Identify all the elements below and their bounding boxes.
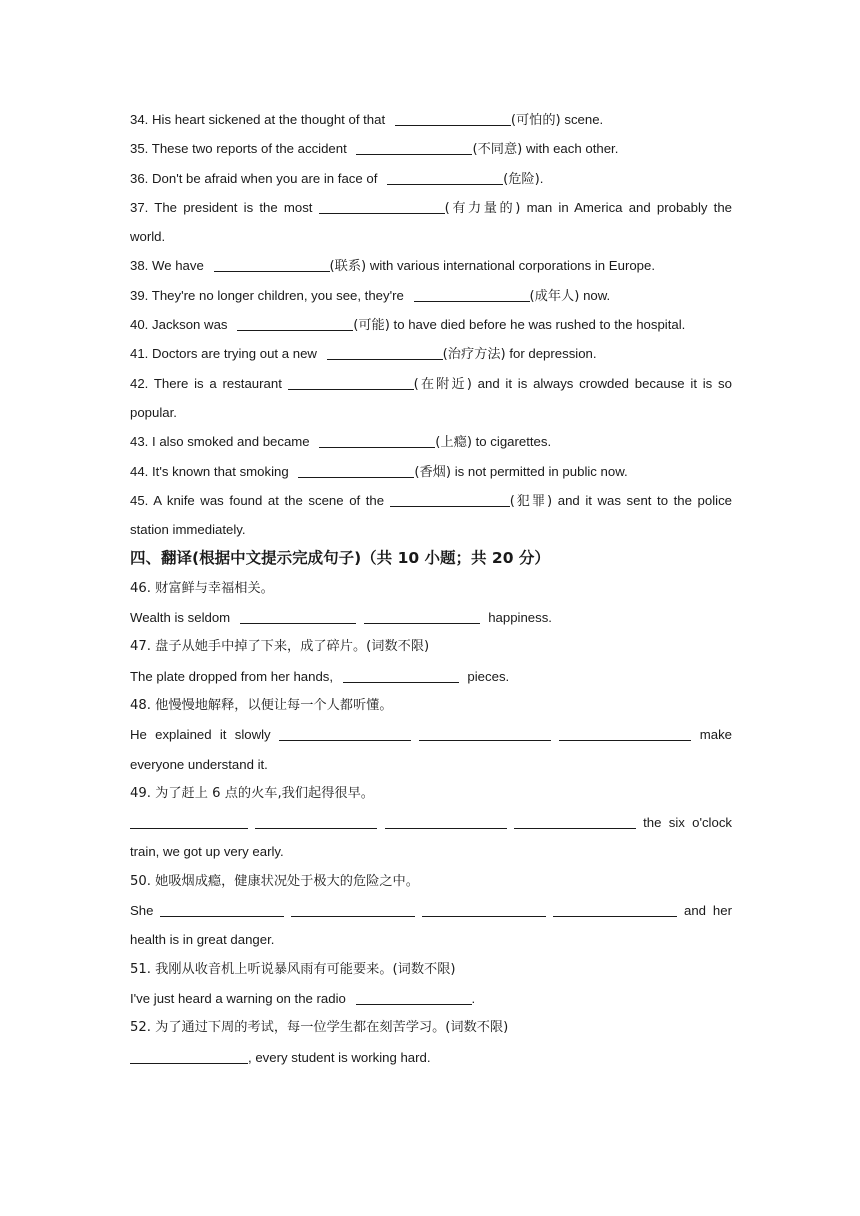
question-text: I also smoked and became: [152, 434, 310, 450]
question-number: 38.: [130, 258, 149, 274]
question-52: [130, 1043, 732, 1072]
question-text: His heart sickened at the thought of that: [152, 112, 386, 127]
question-text: Doctors are trying out a new: [152, 346, 317, 362]
question-48-continued: [130, 750, 732, 779]
answer-blank[interactable]: [327, 358, 443, 360]
question-text: We have: [152, 258, 204, 274]
answer-blank[interactable]: [319, 446, 435, 448]
question-47: [130, 662, 732, 691]
question-45-continued: [130, 515, 732, 544]
question-text-end: for depression.: [509, 346, 597, 362]
question-46: [130, 603, 732, 632]
answer-blank[interactable]: [240, 622, 356, 624]
answer-blank[interactable]: [298, 476, 414, 478]
answer-blank[interactable]: [130, 1062, 248, 1064]
chinese-hint: (成年人): [529, 288, 580, 304]
question-text: There is a restaurant: [153, 375, 282, 391]
question-34: [130, 105, 732, 134]
answer-blank[interactable]: [364, 622, 480, 624]
question-50-prompt: 50. 她吸烟成瘾，健康状况处于极大的危险之中。: [130, 873, 419, 889]
question-text: Jackson was: [152, 317, 228, 333]
question-text-end: with each other.: [525, 141, 619, 157]
answer-blank[interactable]: [319, 212, 445, 214]
question-text-wrap: station immediately.: [130, 522, 246, 538]
question-41: [130, 339, 732, 368]
chinese-hint: (危险): [503, 171, 540, 187]
answer-blank[interactable]: [414, 300, 530, 302]
question-text-end: scene.: [564, 112, 604, 127]
chinese-hint: (在附近): [413, 376, 472, 392]
chinese-hint: (可能): [353, 318, 390, 334]
question-text: She: [130, 903, 154, 919]
question-text-wrap: popular.: [130, 404, 177, 420]
answer-blank[interactable]: [385, 827, 507, 829]
question-number: 40.: [130, 317, 149, 333]
question-51: [130, 984, 732, 1013]
answer-blank[interactable]: [279, 739, 411, 741]
question-48: [130, 720, 732, 749]
answer-blank[interactable]: [553, 915, 677, 917]
chinese-hint: (治疗方法): [442, 347, 506, 363]
answer-blank[interactable]: [356, 153, 472, 155]
answer-blank[interactable]: [237, 329, 353, 331]
answer-blank[interactable]: [356, 1003, 472, 1005]
question-40: [130, 310, 732, 339]
question-text-wrap: everyone understand it.: [130, 756, 268, 772]
answer-blank[interactable]: [130, 827, 248, 829]
question-49: [130, 808, 732, 837]
question-text: The plate dropped from her hands,: [130, 668, 334, 684]
question-42: [130, 369, 732, 398]
question-number: 39.: [130, 287, 149, 303]
question-38: [130, 251, 732, 280]
chinese-hint: (不同意): [472, 142, 523, 158]
question-number: 41.: [130, 346, 149, 362]
question-text: It's known that smoking: [152, 463, 289, 479]
answer-blank[interactable]: [288, 388, 414, 390]
answer-blank[interactable]: [559, 739, 691, 741]
question-number: 34.: [130, 112, 149, 127]
question-number: 44.: [130, 463, 149, 479]
question-48-prompt: 48. 他慢慢地解释，以便让每一个人都听懂。: [130, 697, 393, 713]
question-49-continued: [130, 837, 732, 866]
answer-blank[interactable]: [343, 681, 459, 683]
answer-blank[interactable]: [255, 827, 377, 829]
chinese-hint: (联系): [329, 259, 367, 275]
question-text-wrap: health is in great danger.: [130, 932, 275, 948]
question-51-prompt: 51. 我刚从收音机上听说暴风雨有可能要来。(词数不限): [130, 961, 456, 977]
question-49-prompt: 49. 为了赶上 6 点的火车,我们起得很早。: [130, 785, 374, 801]
question-36: [130, 164, 732, 193]
question-text: They're no longer children, you see, they're: [151, 287, 404, 303]
question-number: 36.: [130, 170, 149, 186]
chinese-hint: (香烟): [414, 464, 452, 480]
answer-blank[interactable]: [395, 124, 511, 126]
question-44: [130, 457, 732, 486]
answer-blank[interactable]: [387, 183, 503, 185]
question-text: Wealth is seldom: [130, 610, 231, 626]
chinese-hint: (上瘾): [435, 435, 472, 451]
question-text-end: and it is always crowded because it is so: [477, 375, 732, 391]
answer-blank[interactable]: [390, 505, 510, 507]
question-text-end: make: [699, 727, 733, 743]
answer-blank[interactable]: [291, 915, 415, 917]
question-text-end: with various international corporations in Europe.: [369, 258, 655, 274]
question-43: [130, 427, 732, 456]
question-text-wrap: train, we got up very early.: [130, 844, 284, 860]
question-52-prompt: 52. 为了通过下周的考试，每一位学生都在刻苦学习。(词数不限): [130, 1020, 509, 1036]
question-text-end: the six o'clock: [643, 815, 733, 831]
question-text-end: .: [471, 990, 476, 1006]
question-text-end: to cigarettes.: [475, 434, 552, 450]
question-35: [130, 134, 732, 163]
question-text: The president is the most: [154, 199, 313, 215]
question-50-continued: [130, 925, 732, 954]
answer-blank[interactable]: [419, 739, 551, 741]
question-text: These two reports of the accident: [151, 141, 347, 157]
question-text: A knife was found at the scene of the: [153, 492, 385, 508]
question-text-end: happiness.: [488, 610, 552, 626]
chinese-hint: (犯罪): [509, 493, 553, 509]
section-heading: 四、翻译(根据中文提示完成句子)（共 10 小题；共 20 分）: [130, 549, 550, 568]
question-45: [130, 486, 732, 515]
question-number: 37.: [130, 199, 149, 215]
question-text-end: to have died before he was rushed to the hospital.: [393, 317, 686, 333]
question-text-end: and her: [684, 903, 732, 919]
question-number: 43.: [130, 434, 149, 450]
question-text: I've just heard a warning on the radio: [130, 990, 346, 1006]
answer-blank[interactable]: [422, 915, 546, 917]
question-text-end: , every student is working hard.: [248, 1049, 431, 1065]
question-text-end: pieces.: [467, 668, 510, 684]
question-37: [130, 193, 732, 222]
question-number: 35.: [130, 141, 149, 157]
question-46-prompt: 46. 财富鲜与幸福相关。: [130, 580, 274, 596]
question-text: He explained it slowly: [130, 727, 271, 743]
question-text-end: man in America and probably the: [526, 199, 732, 215]
question-42-continued: [130, 398, 732, 427]
question-text-end: and it was sent to the police: [557, 492, 733, 508]
chinese-hint: (有力量的): [444, 200, 521, 216]
question-text: Don't be afraid when you are in face of: [152, 170, 378, 186]
question-39: [130, 281, 732, 310]
question-text-end: is not permitted in public now.: [454, 463, 628, 479]
question-47-prompt: 47. 盘子从她手中掉了下来，成了碎片。(词数不限): [130, 639, 430, 655]
chinese-hint: (可怕的): [510, 113, 561, 128]
answer-blank[interactable]: [214, 270, 330, 272]
question-text-wrap: world.: [130, 229, 166, 245]
question-37-continued: [130, 222, 732, 251]
question-number: 45.: [130, 492, 149, 508]
question-text-end: now.: [583, 287, 611, 303]
question-text-end: .: [539, 170, 544, 186]
question-50: [130, 896, 732, 925]
answer-blank[interactable]: [160, 915, 284, 917]
answer-blank[interactable]: [514, 827, 636, 829]
worksheet-page: [130, 105, 732, 1072]
question-number: 42.: [130, 375, 149, 391]
